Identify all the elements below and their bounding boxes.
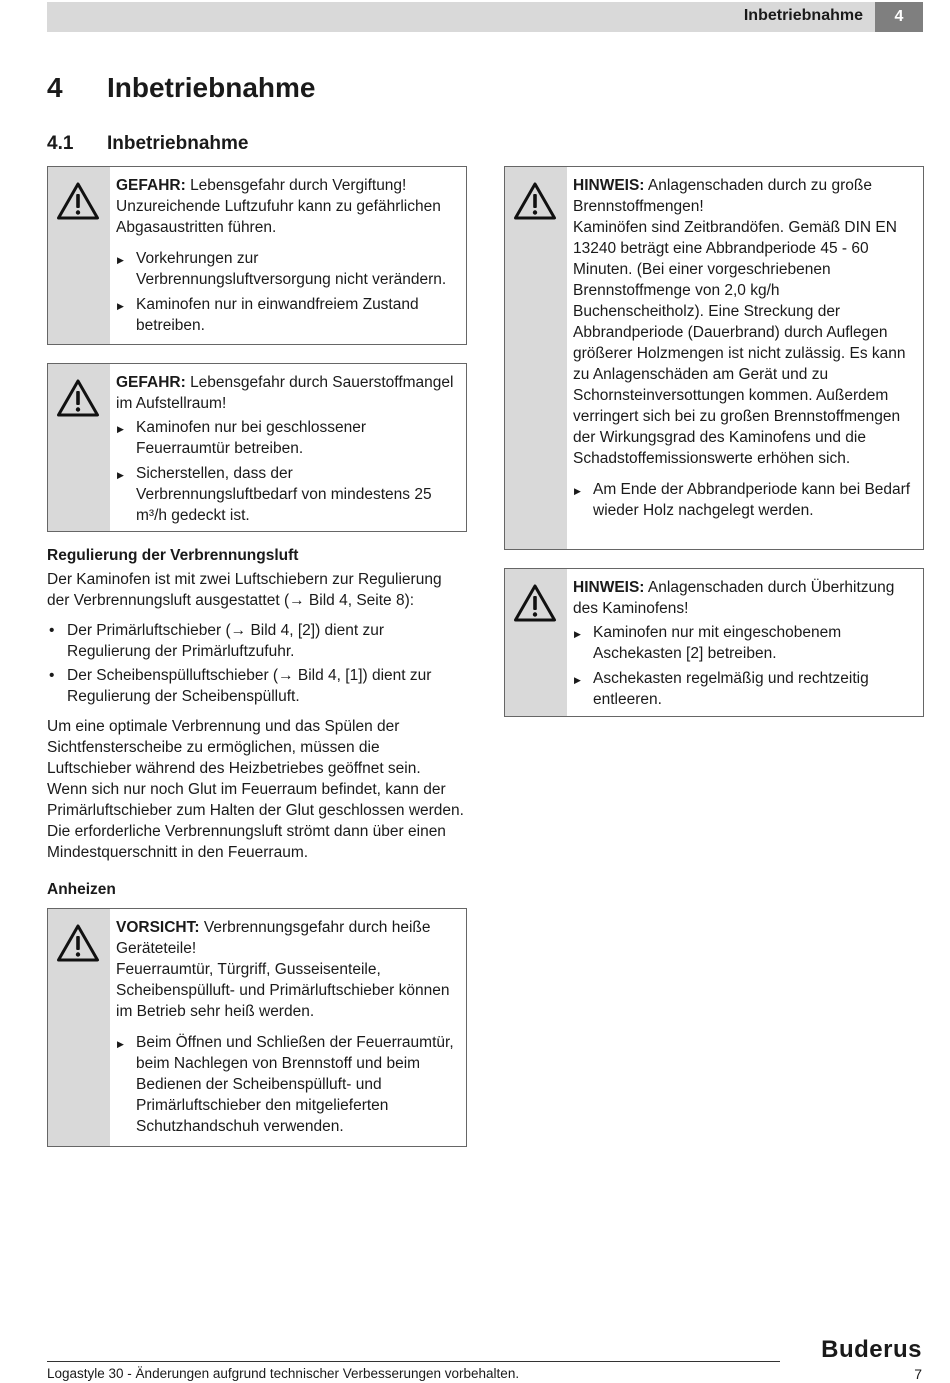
regulation-section (47, 545, 467, 872)
box-label: GEFAHR: (116, 177, 186, 194)
box-label: HINWEIS: (573, 177, 645, 194)
chapter-heading (47, 72, 315, 104)
warning-icon (56, 181, 100, 221)
caution-box-hot-parts (47, 908, 467, 1147)
box-text: Unzureichende Luftzufuhr kann zu gefährlichen Abgasaustritten führen. (116, 198, 441, 236)
warning-icon (56, 923, 100, 963)
subsection-heading: Regulierung der Verbrennungsluft (47, 547, 299, 564)
danger-box-oxygen (47, 363, 467, 532)
danger-box-poisoning (47, 166, 467, 345)
box-headline: Anlagenschaden durch Überhitzung des Kaminofens! (573, 579, 895, 617)
notice-box-fuel-quantity (504, 166, 924, 550)
box-sidebar (48, 167, 110, 344)
warning-icon (513, 181, 557, 221)
box-sidebar (505, 167, 567, 549)
footer-text: Logastyle 30 - Änderungen aufgrund technischer Verbesserungen vorbehalten. (47, 1366, 520, 1381)
list-item: • Der Primärluftschieber (→ Bild 4, [2]) dient zur Regulierung der Primärluftzufuhr. (47, 620, 467, 662)
list-item: ▶ Kaminofen nur bei geschlossener Feuerraumtür betreiben. (116, 417, 456, 459)
page-header (47, 2, 923, 32)
list-item: ▶ Sicherstellen, dass der Verbrennungsluftbedarf von mindestens 25 m³/h gedeckt ist. (116, 463, 456, 526)
list-item: ▶ Vorkehrungen zur Verbrennungsluftversorgung nicht verändern. (116, 248, 456, 290)
box-label: VORSICHT: (116, 919, 200, 936)
header-chapter-number: 4 (875, 2, 923, 32)
list-item: ▶ Kaminofen nur in einwandfreiem Zustand betreiben. (116, 294, 456, 336)
paragraph: Wenn sich nur noch Glut im Feuerraum befindet, kann der Primärluftschieber zum Halten der Glut geschlossen werden. Die erforderliche Verbrennungsluft strömt dann über einen Mindestquerschnitt in den Feuerraum. (47, 781, 464, 861)
page-number: 7 (914, 1366, 922, 1382)
list-item: • Der Scheibenspülluftschieber (→ Bild 4, [1]) dient zur Regulierung der Scheibenspülluft. (47, 665, 467, 707)
box-text: Feuerraumtür, Türgriff, Gusseisenteile, Scheibenspülluft- und Primärluftschieber können im Betrieb sehr heiß werden. (116, 961, 450, 1020)
box-sidebar (48, 364, 110, 531)
heating-section (47, 879, 467, 903)
section-title: Inbetriebnahme (107, 133, 249, 154)
list-item: ▶ Beim Öffnen und Schließen der Feuerraumtür, beim Nachlegen von Brennstoff und beim Bedienen der Scheibenspülluft- und Primärluftschieber den mitgelieferten Schutzhandschuh verwenden. (116, 1032, 456, 1137)
notice-box-overheating (504, 568, 924, 717)
section-heading (47, 133, 248, 155)
list-item: ▶ Aschekasten regelmäßig und rechtzeitig entleeren. (573, 668, 913, 710)
chapter-title: Inbetriebnahme (107, 72, 316, 103)
list-item: ▶ Kaminofen nur mit eingeschobenem Aschekasten [2] betreiben. (573, 622, 913, 664)
warning-icon (56, 378, 100, 418)
list-item: ▶ Am Ende der Abbrandperiode kann bei Bedarf wieder Holz nachgelegt werden. (573, 479, 913, 521)
box-headline: Lebensgefahr durch Vergiftung! (190, 177, 407, 194)
brand-logo: Buderus (821, 1336, 922, 1363)
box-sidebar (505, 569, 567, 716)
box-label: HINWEIS: (573, 579, 645, 596)
footer-divider (47, 1361, 780, 1362)
box-text: Kaminöfen sind Zeitbrandöfen. Gemäß DIN EN 13240 beträgt eine Abbrandperiode 45 - 60 Minuten. (Bei einer vorgeschriebenen Brennstoffmenge von 2,0 kg/h Buchenscheitholz). Eine Streckung der Abbrandperiode (Dauerbrand) durch Auflegen größerer Holzmengen ist nicht zulässig. Es kann zu Anlagenschäden am Gerät und zu Schornsteinversottungen kommen. Außerdem verringert sich bei zu großen Brennstoffmengen der Wirkungsgrad des Kaminofens und die Schadstoffemissionswerte erhöhen sich. (573, 219, 906, 467)
subsection-heading: Anheizen (47, 881, 116, 898)
section-number: 4.1 (47, 133, 74, 154)
box-sidebar (48, 909, 110, 1146)
header-title: Inbetriebnahme (743, 7, 863, 24)
box-headline: Verbrennungsgefahr durch heiße Geräteteile! (116, 919, 431, 957)
paragraph: Um eine optimale Verbrennung und das Spülen der Sichtfensterscheibe zu ermöglichen, müssen die Luftschieber während des Heizbetriebes geöffnet sein. (47, 718, 421, 777)
warning-icon (513, 583, 557, 623)
box-headline: Lebensgefahr durch Sauerstoffmangel im Aufstellraum! (116, 374, 454, 412)
box-headline: Anlagenschaden durch zu große Brennstoffmengen! (573, 177, 872, 215)
paragraph: Der Kaminofen ist mit zwei Luftschiebern zur Regulierung der Verbrennungsluft ausgestattet (→ Bild 4, Seite 8): (47, 571, 442, 609)
chapter-number: 4 (47, 72, 63, 103)
box-label: GEFAHR: (116, 374, 186, 391)
